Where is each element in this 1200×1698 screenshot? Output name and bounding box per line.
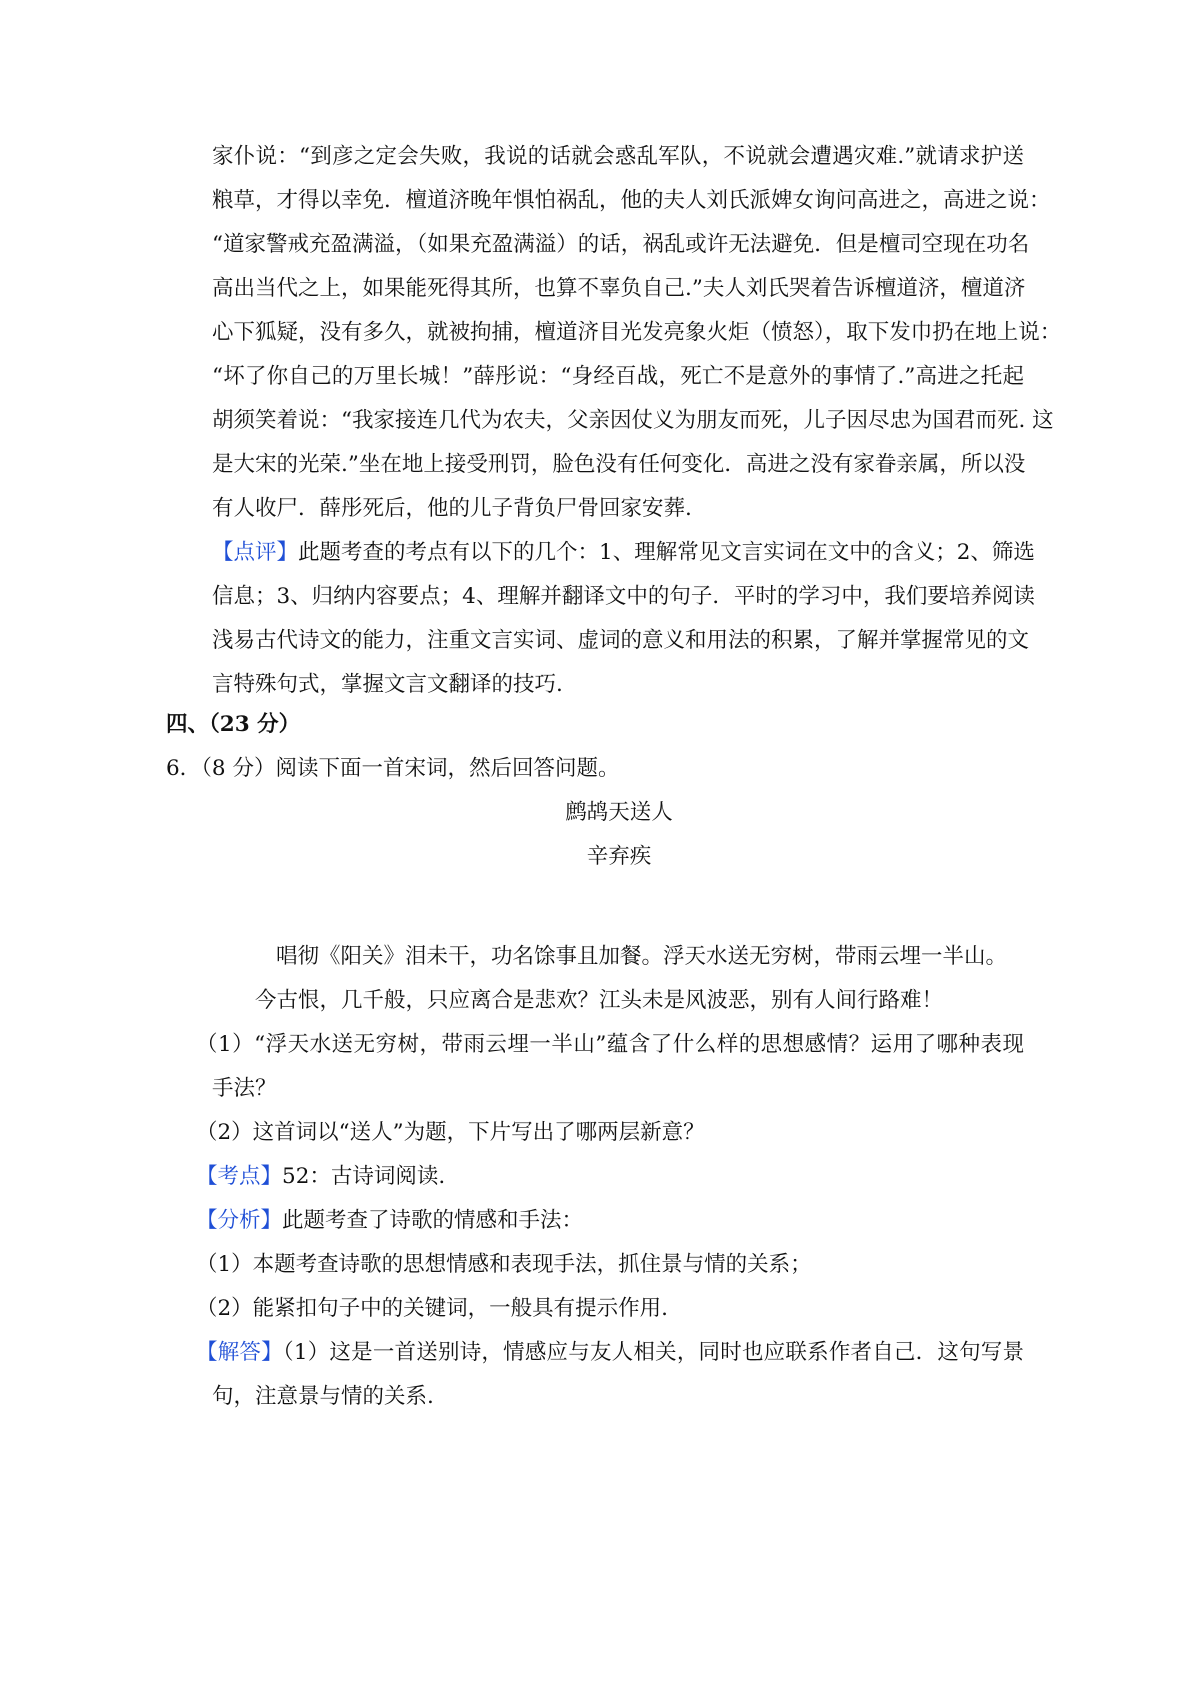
translation-line: 心下狐疑，没有多久，就被拘捕，檀道济目光发亮象火炬（愤怒），取下发巾扔在地上说： (212, 320, 1062, 345)
fenxi-tag: 【分析】 (196, 1208, 283, 1233)
fenxi-item: （2）能紧扣句子中的关键词，一般具有提示作用. (196, 1296, 669, 1321)
jieda-tag: 【解答】 (196, 1340, 283, 1365)
translation-line: 粮草，才得以幸免．檀道济晚年惧怕祸乱，他的夫人刘氏派婢女询问高进之，高进之说： (212, 188, 1051, 213)
poem-title: 鹧鸪天送人 (565, 800, 673, 825)
fenxi-item: （1）本题考查诗歌的思想情感和表现手法，抓住景与情的关系； (196, 1252, 812, 1277)
kaodian-line (196, 1162, 445, 1192)
poem-line: 今古恨，几千般，只应离合是悲欢？江头未是风波恶，别有人间行路难！ (255, 988, 944, 1013)
translation-line: “道家警戒充盈满溢，（如果充盈满溢）的话，祸乱或许无法避免．但是檀司空现在功名 (212, 232, 1030, 257)
comment-line: 言特殊句式，掌握文言文翻译的技巧. (212, 672, 563, 697)
translation-line: 有人收尸．薛彤死后，他的儿子背负尸骨回家安葬. (212, 496, 692, 521)
translation-line: 家仆说：“到彦之定会失败，我说的话就会惑乱军队，不说就会遭遇灾难.”就请求护送 (212, 144, 1024, 169)
poem-author: 辛弃疾 (586, 844, 652, 869)
sub-question-1-cont: 手法？ (212, 1076, 277, 1101)
comment-line: 信息；3、归纳内容要点；4、理解并翻译文中的句子．平时的学习中，我们要培养阅读 (212, 584, 1035, 609)
translation-line: 高出当代之上，如果能死得其所，也算不辜负自己.”夫人刘氏哭着告诉檀道济，檀道济 (212, 276, 1026, 301)
kaodian-text: 52：古诗词阅读. (282, 1164, 446, 1189)
jieda-line (196, 1338, 1024, 1368)
comment-line (212, 538, 1035, 568)
translation-line: 是大宋的光荣.”坐在地上接受刑罚，脸色没有任何变化．高进之没有家眷亲属，所以没 (212, 452, 1026, 477)
fenxi-text: 此题考查了诗歌的情感和手法： (282, 1208, 584, 1233)
translation-line: “坏了你自己的万里长城！”薛彤说：“身经百战，死亡不是意外的事情了.”高进之托起 (212, 364, 1024, 389)
poem-line: 唱彻《阳关》泪未干，功名馀事且加餐。浮天水送无穷树，带雨云埋一半山。 (276, 944, 1008, 969)
kaodian-tag: 【考点】 (196, 1164, 283, 1189)
comment-tag: 【点评】 (212, 540, 299, 565)
question-stem: 6．（8 分）阅读下面一首宋词，然后回答问题。 (166, 756, 620, 781)
translation-line: 胡须笑着说：“我家接连几代为农夫，父亲因仗义为朋友而死，儿子因尽忠为国君而死. 这 (212, 408, 1054, 433)
fenxi-line (196, 1206, 583, 1236)
comment-text: 此题考查的考点有以下的几个：1、理解常见文言实词在文中的含义；2、筛选 (298, 540, 1035, 565)
section-heading: 四、（23 分） (166, 712, 301, 737)
jieda-text: （1）这是一首送别诗，情感应与友人相关，同时也应联系作者自己．这句写景 (282, 1340, 1024, 1365)
sub-question-2: （2）这首词以“送人”为题，下片写出了哪两层新意？ (196, 1120, 705, 1145)
sub-question-1: （1）“浮天水送无穷树，带雨云埋一半山”蕴含了什么样的思想感情？运用了哪种表现 (196, 1032, 1024, 1057)
comment-line: 浅易古代诗文的能力，注重文言实词、虚词的意义和用法的积累，了解并掌握常见的文 (212, 628, 1030, 653)
jieda-line-cont: 句，注意景与情的关系. (212, 1384, 434, 1409)
